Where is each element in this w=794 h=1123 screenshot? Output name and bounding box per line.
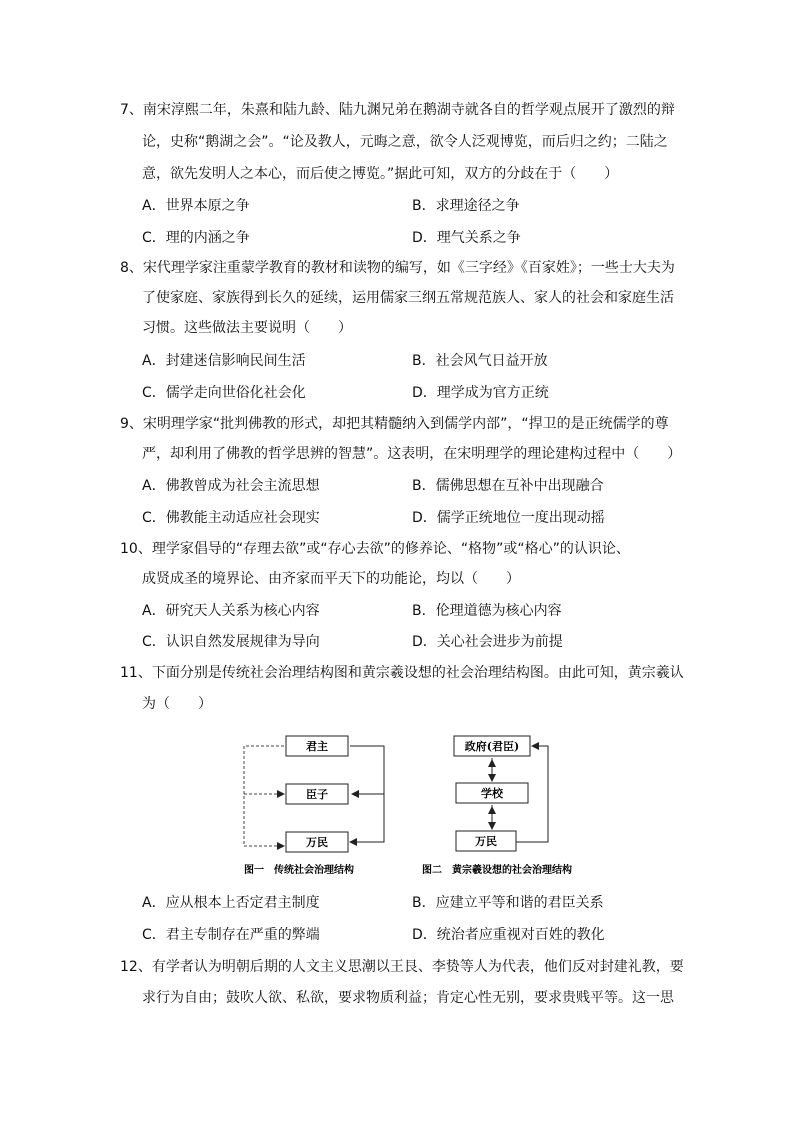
q8-option-c: C．儒学走向世俗化社会化 <box>142 385 306 401</box>
q10-option-a: A．研究天人关系为核心内容 <box>142 603 320 619</box>
q9-line-2: 严，却利用了佛教的哲学思辨的智慧”。这表明，在宋明理学的理论建构过程中（ ） <box>142 446 682 462</box>
q9-option-b: B．儒佛思想在互补中出现融合 <box>412 478 604 494</box>
q10-option-c: C．认识自然发展规律为导向 <box>142 634 320 650</box>
q7-option-b: B．求理途径之争 <box>412 198 520 214</box>
q7-option-a: A．世界本原之争 <box>142 198 250 214</box>
q10-option-b: B．伦理道德为核心内容 <box>412 603 562 619</box>
q11-line-2: 为（ ） <box>142 696 212 712</box>
q8-line-2: 了使家庭、家族得到长久的延续，运用儒家三纲五常规范族人、家人的社会和家庭生活 <box>142 290 674 306</box>
q8-option-d: D．理学成为官方正统 <box>412 385 549 401</box>
q10-line-1: 10、理学家倡导的“存理去欲”或“存心去欲”的修养论、“格物”或“格心”的认识论、 <box>120 541 630 557</box>
q11-option-b: B．应建立平等和谐的君臣关系 <box>412 895 604 911</box>
q8-line-1: 8、宋代理学家注重蒙学教育的教材和读物的编写，如《三字经》《百家姓》；一些士大夫为 <box>120 260 675 276</box>
q9-option-a: A．佛教曾成为社会主流思想 <box>142 478 320 494</box>
fig2-label-school: 学校 <box>481 787 503 800</box>
q7-line-2: 论，史称“鹅湖之会”。“论及教人，元晦之意，欲令人泛观博览，而后归之约；二陆之 <box>142 134 668 150</box>
q12-line-2: 求行为自由；鼓吹人欲、私欲，要求物质利益；肯定心性无别，要求贵贱平等。这一思 <box>142 990 674 1006</box>
q7-line-3: 意，欲先发明人之本心，而后使之博览。”据此可知，双方的分歧在于（ ） <box>142 166 619 182</box>
q7-option-c: C．理的内涵之争 <box>142 230 250 246</box>
fig2-label-people: 万民 <box>475 835 497 848</box>
fig2-caption: 图二 黄宗羲设想的社会治理结构 <box>422 865 572 876</box>
q11-line-1: 11、下面分别是传统社会治理结构图和黄宗羲设想的社会治理结构图。由此可知，黄宗羲认 <box>120 665 684 681</box>
fig1-label-people: 万民 <box>306 836 328 849</box>
q7-option-d: D．理气关系之争 <box>412 230 521 246</box>
q9-line-1: 9、宋明理学家“批判佛教的形式，却把其精髓纳入到儒学内部”，“捍卫的是正统儒学的尊 <box>120 416 669 432</box>
fig2-label-government: 政府(君臣) <box>464 740 520 753</box>
figure-one-traditional <box>244 736 384 876</box>
q12-line-1: 12、有学者认为明朝后期的人文主义思潮以王艮、李贽等人为代表，他们反对封建礼教，要 <box>120 959 684 975</box>
fig1-caption: 图一 传统社会治理结构 <box>244 865 354 876</box>
fig1-label-ministers: 臣子 <box>306 788 328 801</box>
q7-line-1: 7、南宋淳熙二年，朱熹和陆九龄、陆九渊兄弟在鹅湖寺就各自的哲学观点展开了激烈的辩 <box>120 102 675 118</box>
fig1-label-monarch: 君主 <box>306 740 328 753</box>
q8-option-b: B．社会风气日益开放 <box>412 353 548 369</box>
q8-option-a: A．封建迷信影响民间生活 <box>142 353 306 369</box>
q8-line-3: 习惯。这些做法主要说明（ ） <box>142 320 352 336</box>
q11-option-d: D．统治者应重视对百姓的教化 <box>412 927 605 943</box>
q11-option-c: C．君主专制存在严重的弊端 <box>142 927 320 943</box>
figure-two-huang-zongxi <box>422 736 572 876</box>
q9-option-d: D．儒学正统地位一度出现动摇 <box>412 510 605 526</box>
q9-option-c: C．佛教能主动适应社会现实 <box>142 510 320 526</box>
q10-line-2: 成贤成圣的境界论、由齐家而平天下的功能论，均以（ ） <box>142 571 520 587</box>
q10-option-d: D．关心社会进步为前提 <box>412 634 563 650</box>
q11-option-a: A．应从根本上否定君主制度 <box>142 895 320 911</box>
governance-structure-figure <box>238 732 588 880</box>
